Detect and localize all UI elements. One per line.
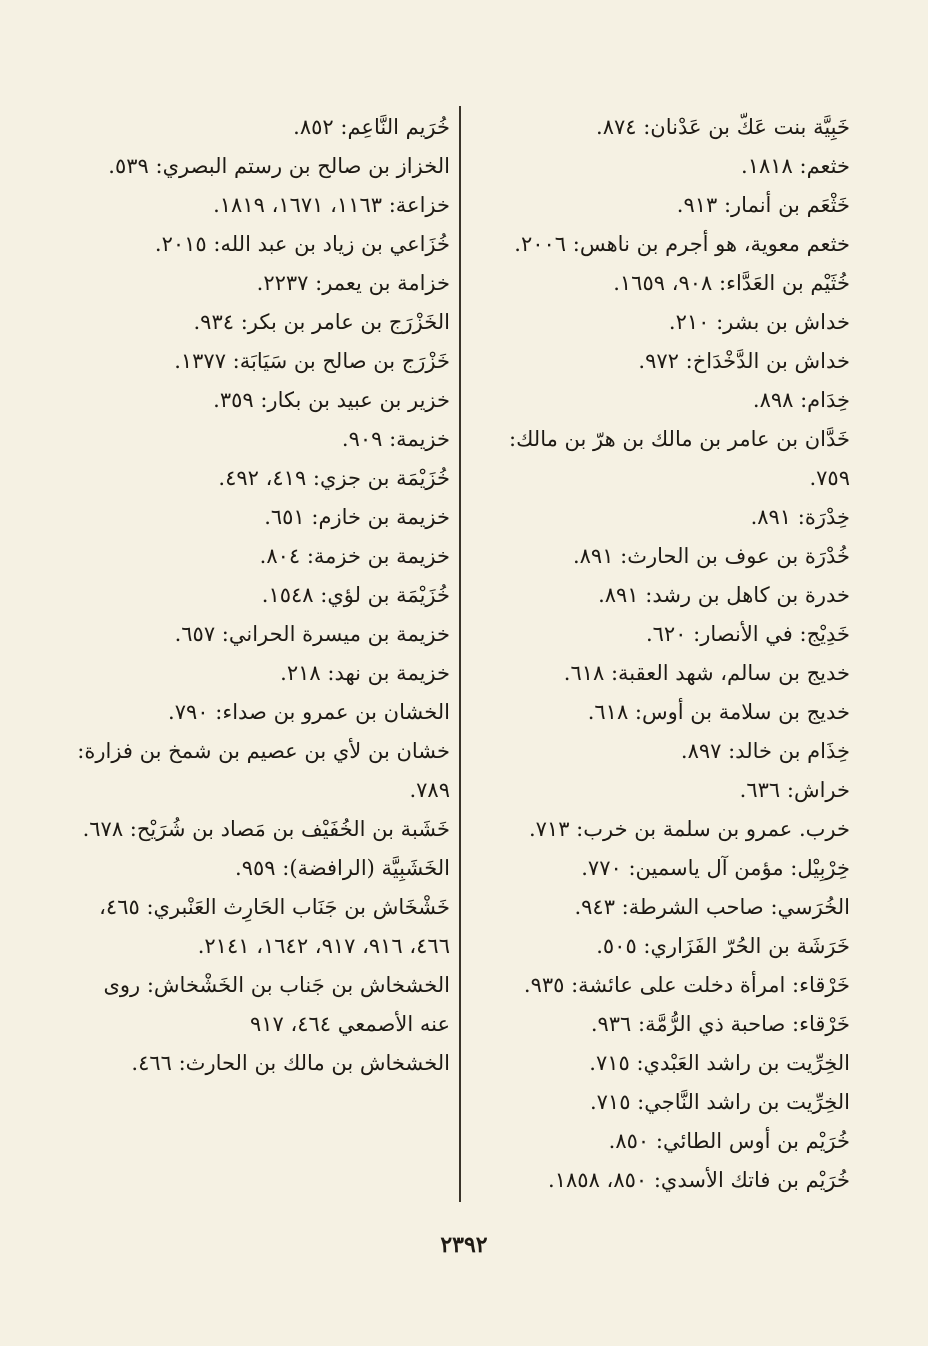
index-entry: خِدْرَة: ٨٩١. bbox=[750, 505, 850, 529]
index-entry: خَدِيْج: في الأنصار: ٦٢٠. bbox=[645, 622, 850, 646]
index-entry: الخِرِّيت بن راشد النَّاجي: ٧١٥. bbox=[589, 1090, 850, 1114]
index-entry: الخشخاش بن مالك بن الحارث: ٤٦٦. bbox=[131, 1051, 450, 1075]
index-entry: خشان بن لأي بن عصيم بن شمخ بن فزارة: ٧٨٩. bbox=[77, 739, 450, 802]
index-entry: خَرْقاء: صاحبة ذي الرُّمَّة: ٩٣٦. bbox=[590, 1012, 850, 1036]
index-entry: خِرْبِيْل: مؤمن آل ياسمين: ٧٧٠. bbox=[581, 856, 850, 880]
index-entry: الخُرَسي: صاحب الشرطة: ٩٤٣. bbox=[574, 895, 850, 919]
index-entry: خُرَيْم بن أوس الطائي: ٨٥٠. bbox=[608, 1129, 850, 1153]
index-entry: خِذَام بن خالد: ٨٩٧. bbox=[680, 739, 850, 763]
index-entry: خرب. عمرو بن سلمة بن خرب: ٧١٣. bbox=[528, 817, 850, 841]
index-entry: خزاعة: ١١٦٣، ١٦٧١، ١٨١٩. bbox=[213, 193, 450, 217]
index-entry: خداش بن الدَّخْدَاخ: ٩٧٢. bbox=[638, 349, 850, 373]
index-entry: خُرَيْم بن فاتك الأسدي: ٨٥٠، ١٨٥٨. bbox=[548, 1168, 850, 1192]
index-entry: خثعم معوية، هو أجرم بن ناهس: ٢٠٠٦. bbox=[514, 232, 850, 256]
index-entry: الخِرِّيت بن راشد العَبْدي: ٧١٥. bbox=[589, 1051, 850, 1075]
index-entry: خَزْرَج بن صالح بن سَيَابَة: ١٣٧٧. bbox=[174, 349, 450, 373]
index-entry: خزيمة بن ميسرة الحراني: ٦٥٧. bbox=[174, 622, 450, 646]
index-entry: خِدَام: ٨٩٨. bbox=[752, 388, 850, 412]
index-entry: خزير بن عبيد بن بكار: ٣٥٩. bbox=[213, 388, 450, 412]
index-entry: الخشخاش بن جَناب بن الخَشْخاش: روى عنه الأصمعي ٤٦٤، ٩١٧ bbox=[103, 973, 450, 1036]
index-entry: خزامة بن يعمر: ٢٢٣٧. bbox=[256, 271, 450, 295]
page-number: ٢٣٩٢ bbox=[440, 1232, 488, 1258]
index-entry: خَرْقاء: امرأة دخلت على عائشة: ٩٣٥. bbox=[523, 973, 850, 997]
right-column bbox=[478, 108, 850, 1200]
index-entry: الخَزْرَج بن عامر بن بكر: ٩٣٤. bbox=[193, 310, 450, 334]
index-entry: خَدَّان بن عامر بن مالك بن هرّ بن مالك: ٧٥٩. bbox=[509, 427, 850, 490]
index-entry: خُزَاعي بن زياد بن عبد الله: ٢٠١٥. bbox=[154, 232, 450, 256]
index-entry: خُزَيْمَة بن جزي: ٤١٩، ٤٩٢. bbox=[218, 466, 450, 490]
index-entry: خزيمة بن خزمة: ٨٠٤. bbox=[259, 544, 450, 568]
left-column bbox=[72, 108, 450, 1083]
index-entry: خزيمة: ٩٠٩. bbox=[341, 427, 450, 451]
column-divider bbox=[459, 106, 461, 1202]
index-entry: خداش بن بشر: ٢١٠. bbox=[668, 310, 850, 334]
index-entry: الخزاز بن صالح بن رستم البصري: ٥٣٩. bbox=[108, 154, 450, 178]
index-entry: خديج بن سلامة بن أوس: ٦١٨. bbox=[587, 700, 850, 724]
index-entry: خديج بن سالم، شهد العقبة: ٦١٨. bbox=[563, 661, 850, 685]
index-entry: خراش: ٦٣٦. bbox=[739, 778, 850, 802]
index-entry: خَرَشَة بن الحُرّ الفَزَاري: ٥٠٥. bbox=[596, 934, 850, 958]
index-entry: خَثْعَم بن أنمار: ٩١٣. bbox=[676, 193, 850, 217]
index-entry: خُزَيْمَة بن لؤي: ١٥٤٨. bbox=[261, 583, 450, 607]
index-entry: خزيمة بن نهد: ٢١٨. bbox=[280, 661, 450, 685]
index-entry: خُدْرَة بن عوف بن الحارث: ٨٩١. bbox=[572, 544, 850, 568]
index-entry: خُرَيم النَّاعِم: ٨٥٢. bbox=[293, 115, 450, 139]
index-entry: خزيمة بن خازم: ٦٥١. bbox=[264, 505, 450, 529]
index-entry: خثعم: ١٨١٨. bbox=[741, 154, 850, 178]
index-entry: خُثَيْم بن العَدَّاء: ٩٠٨، ١٦٥٩. bbox=[613, 271, 850, 295]
index-entry: خَبِيَّة بنت عَكّ بن عَدْنان: ٨٧٤. bbox=[596, 115, 850, 139]
index-entry: الخَشَبِيَّة (الرافضة): ٩٥٩. bbox=[235, 856, 450, 880]
index-entry: الخشان بن عمرو بن صداء: ٧٩٠. bbox=[168, 700, 450, 724]
index-entry: خَشَبة بن الخُفَيْف بن مَصاد بن شُرَيْح: ٦٧٨. bbox=[82, 817, 450, 841]
index-entry: خَشْخَاش بن جَنَاب الحَارِث العَنْبري: ٤٦٥، ٤٦٦، ٩١٦، ٩١٧، ١٦٤٢، ٢١٤١. bbox=[99, 895, 450, 958]
index-entry: خدرة بن كاهل بن رشد: ٨٩١. bbox=[598, 583, 850, 607]
